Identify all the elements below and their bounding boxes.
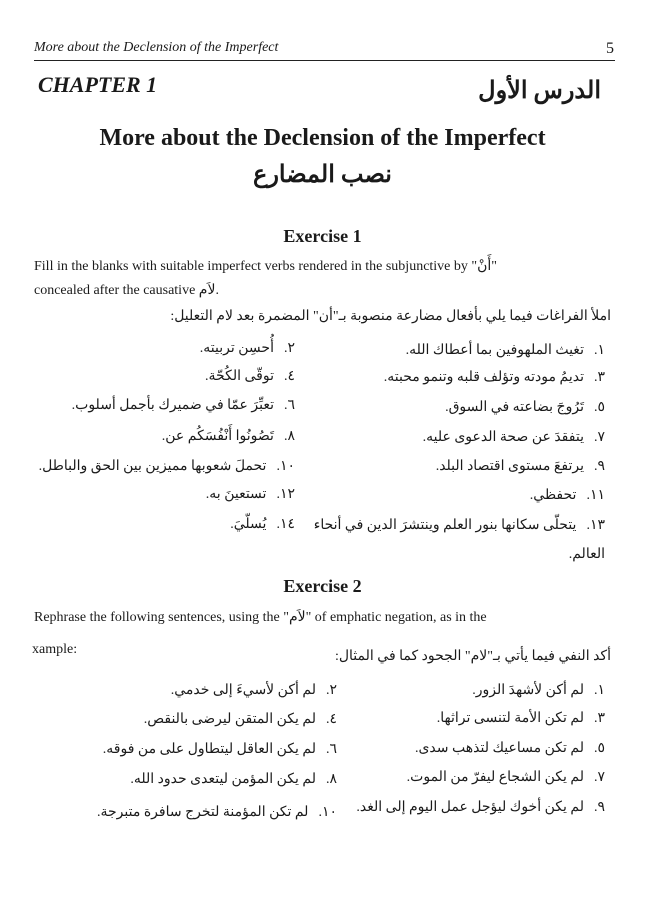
item-number: ٩. bbox=[593, 459, 605, 474]
item-text: لم تكن المؤمنة لتخرج سافرة متبرجة. bbox=[97, 805, 309, 820]
item-number: ٣. bbox=[593, 711, 605, 726]
item-number: ٤. bbox=[283, 369, 295, 384]
item-text: يتحلّى سكانها بنور العلم وينتشرَ الدين في أنحاء bbox=[313, 518, 577, 533]
item-number: ١١. bbox=[586, 488, 605, 503]
item-text: لم يكن المتقن ليرضى بالنقص. bbox=[143, 712, 316, 727]
item-text: لم يكن الشجاع ليفرّ من الموت. bbox=[406, 770, 584, 785]
item-text: يرتفعَ مستوى اقتصاد البلد. bbox=[435, 459, 584, 474]
exercise2-item-3 bbox=[437, 710, 605, 727]
exercise1-item-7 bbox=[423, 429, 605, 446]
exercise1-instruction-arabic: املأ الفراغات فيما يلي بأفعال مضارعة منصوبة بـ"أن" المضمرة بعد لام التعليل: bbox=[170, 309, 611, 324]
item-text: لم يكن المؤمن ليتعدى حدود الله. bbox=[130, 772, 316, 787]
item-text: العالم. bbox=[568, 547, 605, 562]
page-title: More about the Declension of the Imperfect bbox=[99, 125, 546, 151]
item-text: توقّى الكُحّة. bbox=[205, 369, 274, 384]
item-number: ٤. bbox=[325, 712, 337, 727]
exercise1-heading: Exercise 1 bbox=[283, 226, 362, 246]
exercise1-item-9 bbox=[436, 458, 605, 475]
exercise2-item-9 bbox=[356, 799, 605, 816]
exercise2-instruction-arabic: أكد النفي فيما يأتي بـ"لام" الجحود كما في المثال: bbox=[334, 649, 611, 664]
exercise1-item-3 bbox=[384, 369, 605, 386]
item-text: لم يكن العاقل ليتطاول على من فوقه. bbox=[102, 742, 316, 757]
exercise2-item-10 bbox=[97, 804, 337, 821]
item-number: ١٣. bbox=[586, 518, 605, 533]
item-number: ٢. bbox=[325, 683, 337, 698]
exercise2-item-2 bbox=[171, 682, 337, 699]
exercise2-item-1 bbox=[472, 682, 605, 699]
item-text: لم أكن لأسيءَ إلى خدمي. bbox=[170, 683, 316, 698]
item-number: ١٢. bbox=[276, 487, 295, 502]
item-number: ١. bbox=[593, 343, 605, 358]
item-number: ٢. bbox=[283, 341, 295, 356]
exercise2-item-5 bbox=[415, 740, 605, 757]
item-text: تحملَ شعوبها مميزين بين الحق والباطل. bbox=[38, 459, 267, 474]
exercise2-instruction-line2: xample: bbox=[32, 642, 78, 657]
page-number: 5 bbox=[606, 40, 614, 57]
item-text: لم يكن أخوك ليؤجل عمل اليوم إلى الغد. bbox=[356, 800, 584, 815]
exercise1-item-10 bbox=[39, 458, 295, 475]
exercise1-item-13 bbox=[314, 517, 605, 534]
item-text: لم تكن الأمة لتنسى تراثها. bbox=[436, 711, 584, 726]
item-number: ١. bbox=[593, 683, 605, 698]
exercise1-instruction-line1: Fill in the blanks with suitable imperfect verbs rendered in the subjunctive by "أَنْ" bbox=[34, 259, 498, 274]
exercise1-item-4 bbox=[205, 368, 295, 385]
item-number: ٧. bbox=[593, 430, 605, 445]
item-number: ٥. bbox=[593, 741, 605, 756]
item-text: لم تكن مساعيك لتذهب سدى. bbox=[414, 741, 584, 756]
chapter-label: CHAPTER 1 bbox=[38, 72, 158, 97]
item-text: تستعينَ به. bbox=[205, 487, 267, 502]
item-number: ١٠. bbox=[318, 805, 337, 820]
item-number: ١٠. bbox=[276, 459, 295, 474]
item-text: تَصُونُوا أَنْفُسَكُم عن. bbox=[161, 429, 274, 444]
item-number: ٨. bbox=[325, 772, 337, 787]
item-number: ٥. bbox=[593, 400, 605, 415]
item-text: تديمُ مودته وتؤلف قلبه وتنمو محبته. bbox=[383, 370, 584, 385]
exercise1-instruction-line2: concealed after the causative لاَم. bbox=[34, 283, 219, 298]
item-number: ٣. bbox=[593, 370, 605, 385]
item-number: ٨. bbox=[283, 429, 295, 444]
exercise1-item-12 bbox=[206, 486, 295, 503]
exercise1-item-13-continued bbox=[569, 546, 605, 563]
exercise2-item-7 bbox=[407, 769, 605, 786]
header-rule bbox=[34, 60, 615, 61]
item-text: يُسلّيَ. bbox=[230, 517, 267, 532]
exercise1-item-8 bbox=[162, 428, 295, 445]
item-text: تعبِّرَ عمّا في ضميرك بأجمل أسلوب. bbox=[71, 398, 274, 413]
page-title-arabic: نصب المضارع bbox=[253, 162, 392, 188]
item-text: تَرُوجَ بضاعته في السوق. bbox=[445, 400, 584, 415]
item-number: ٧. bbox=[593, 770, 605, 785]
running-header bbox=[34, 40, 614, 56]
exercise1-item-2 bbox=[200, 340, 295, 357]
item-text: تغيث الملهوفين بما أعطاك الله. bbox=[405, 343, 584, 358]
exercise2-item-6 bbox=[103, 741, 337, 758]
running-title: More about the Declension of the Imperfect bbox=[34, 40, 279, 55]
exercise2-item-4 bbox=[144, 711, 337, 728]
exercise1-item-1 bbox=[406, 342, 605, 359]
item-number: ٦. bbox=[283, 398, 295, 413]
exercise1-item-5 bbox=[445, 399, 605, 416]
item-text: أُحسِن تربيته. bbox=[199, 341, 274, 356]
exercise1-item-14 bbox=[230, 516, 295, 533]
exercise2-item-8 bbox=[130, 771, 337, 788]
item-number: ٩. bbox=[593, 800, 605, 815]
item-number: ١٤. bbox=[276, 517, 295, 532]
item-text: يتفقدَ عن صحة الدعوى عليه. bbox=[422, 430, 584, 445]
item-text: تحفظي. bbox=[529, 488, 577, 503]
exercise1-item-6 bbox=[72, 397, 295, 414]
item-number: ٦. bbox=[325, 742, 337, 757]
exercise1-item-11 bbox=[530, 487, 605, 504]
exercise2-heading: Exercise 2 bbox=[283, 576, 362, 596]
item-text: لم أكن لأشهدَ الزور. bbox=[472, 683, 584, 698]
chapter-label-arabic: الدرس الأول bbox=[478, 78, 601, 104]
exercise2-instruction-line1: Rephrase the following sentences, using the "لاَم" of emphatic negation, as in the bbox=[34, 610, 487, 625]
